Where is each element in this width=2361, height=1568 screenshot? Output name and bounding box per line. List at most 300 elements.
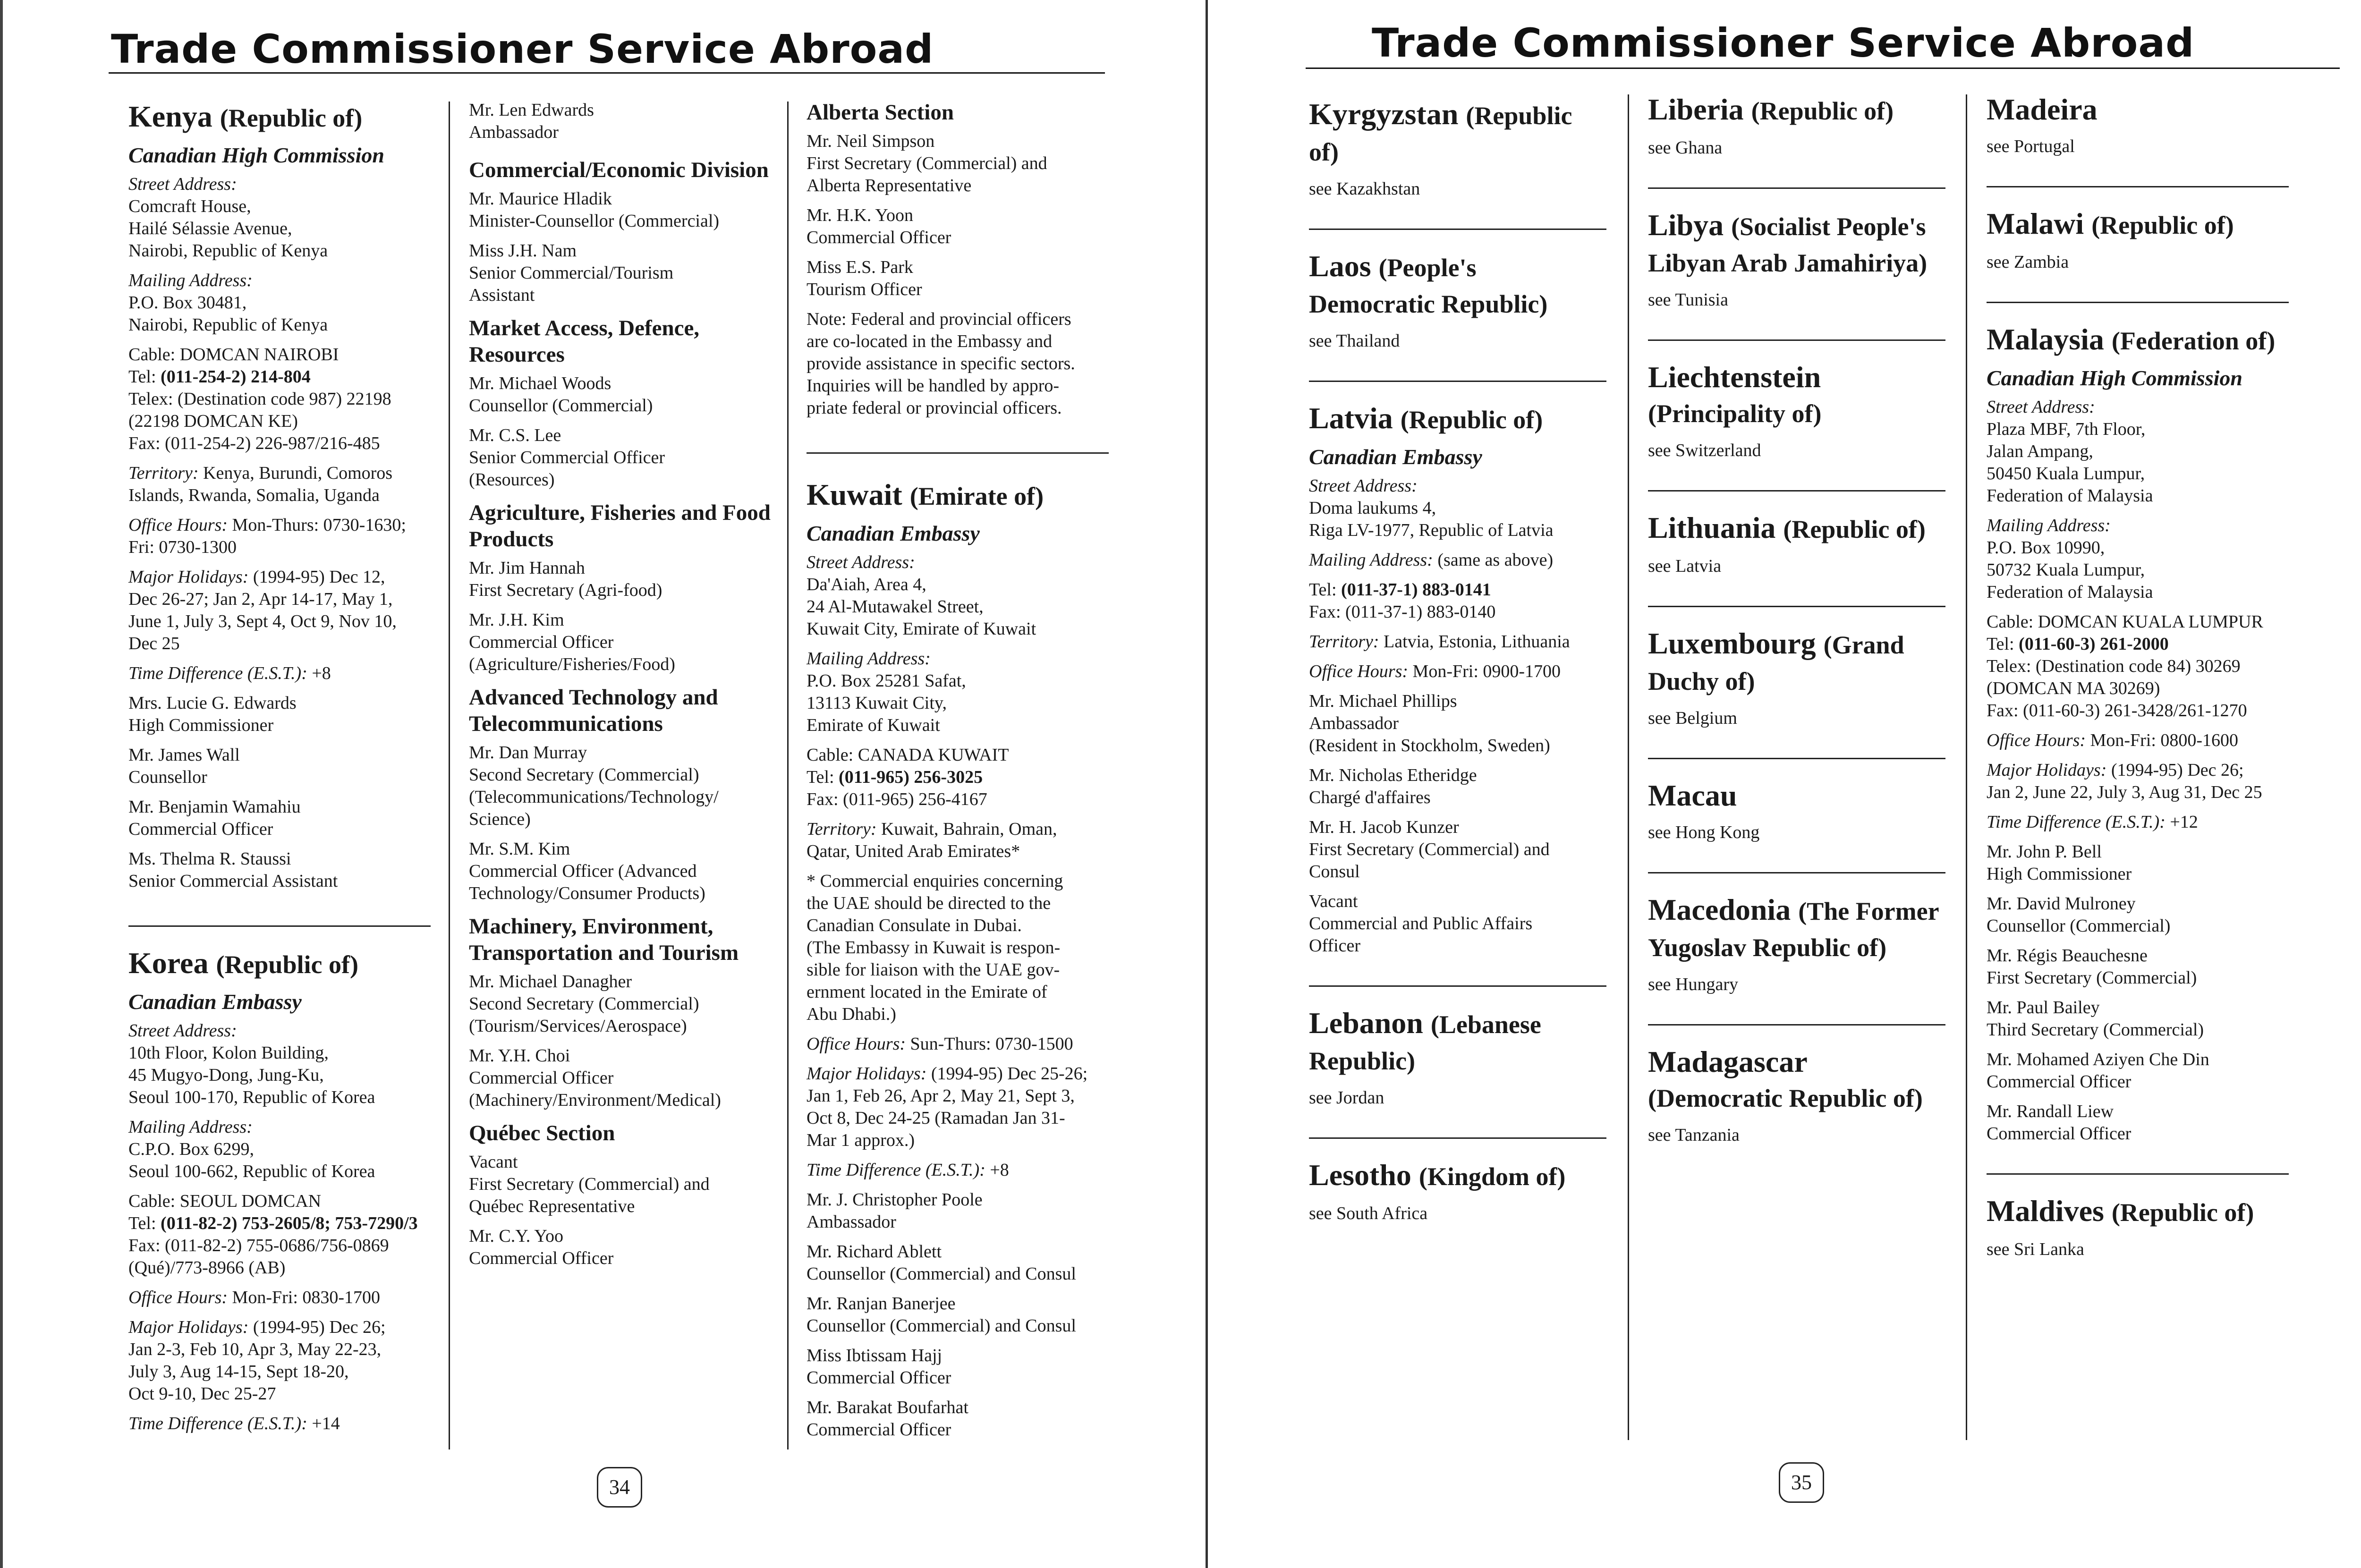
street-address bbox=[1309, 475, 1606, 542]
office-name: Canadian Embassy bbox=[1309, 445, 1482, 469]
staff-entry bbox=[469, 188, 776, 232]
column-1 bbox=[128, 99, 431, 1442]
office-name: Canadian High Commission bbox=[1987, 366, 2242, 390]
book-gutter bbox=[1206, 0, 1208, 1568]
territory bbox=[128, 462, 431, 507]
country-heading bbox=[1648, 892, 1945, 965]
contact-block bbox=[807, 744, 1109, 811]
footnote-line: * Commercial enquiries concerning bbox=[807, 871, 1063, 891]
column-1 bbox=[1309, 97, 1606, 1232]
section-title: Québec Section bbox=[469, 1121, 615, 1145]
staff-entry bbox=[469, 971, 776, 1037]
office-hours-value: Mon-Fri: 0900-1700 bbox=[1412, 661, 1561, 681]
country-qualifier: (Lebanese Republic) bbox=[1309, 1010, 1541, 1075]
staff-name: Ms. Thelma R. Staussi bbox=[128, 849, 291, 869]
staff-title: High Commissioner bbox=[128, 715, 274, 735]
country-name: Macedonia bbox=[1648, 893, 1791, 926]
major-holidays-value: Oct 8, Dec 24-25 (Ramadan Jan 31- bbox=[807, 1108, 1065, 1128]
section-divider bbox=[1648, 187, 1945, 189]
staff-name: Mr. John P. Bell bbox=[1987, 842, 2102, 862]
street-address bbox=[1987, 396, 2289, 507]
major-holidays bbox=[128, 1316, 431, 1405]
page-number: 34 bbox=[597, 1467, 642, 1508]
country-heading bbox=[1987, 92, 2289, 127]
major-holidays-value: Dec 25 bbox=[128, 634, 180, 653]
street-address-line: 45 Mugyo-Dong, Jung-Ku, bbox=[128, 1065, 324, 1085]
staff-title: Ambassador bbox=[1309, 713, 1399, 733]
country-qualifier: (Republic of) bbox=[216, 950, 358, 979]
staff-name: Mr. J.H. Kim bbox=[469, 610, 564, 630]
major-holidays-value: Mar 1 approx.) bbox=[807, 1130, 915, 1150]
tel-number: (011-37-1) 883-0141 bbox=[1341, 580, 1491, 600]
staff-title: (Tourism/Services/Aerospace) bbox=[469, 1016, 687, 1036]
staff-entry bbox=[469, 1151, 776, 1218]
time-difference bbox=[128, 1413, 431, 1435]
mailing-address-line: 50732 Kuala Lumpur, bbox=[1987, 560, 2145, 580]
country-qualifier: (Republic of) bbox=[2111, 1198, 2254, 1227]
staff-name: Miss Ibtissam Hajj bbox=[807, 1346, 943, 1365]
major-holidays-value: Oct 9-10, Dec 25-27 bbox=[128, 1384, 276, 1404]
country-heading bbox=[1648, 510, 1945, 547]
fax: Fax: (011-60-3) 261-3428/261-1270 bbox=[1987, 701, 2247, 720]
page-number: 35 bbox=[1779, 1462, 1824, 1503]
country-qualifier: (Emirate of) bbox=[909, 482, 1044, 510]
staff-entry bbox=[807, 1293, 1109, 1337]
major-holidays bbox=[128, 566, 431, 655]
staff-entry bbox=[1309, 816, 1606, 883]
country-heading bbox=[1648, 1044, 1945, 1116]
note-line: are co-located in the Embassy and bbox=[807, 331, 1053, 351]
office-hours bbox=[128, 514, 431, 559]
street-address bbox=[128, 1020, 431, 1109]
contact-block bbox=[1987, 611, 2289, 722]
note-line: provide assistance in specific sectors. bbox=[807, 354, 1075, 373]
footnote-line: the UAE should be directed to the bbox=[807, 893, 1051, 913]
see-reference: see Sri Lanka bbox=[1987, 1239, 2084, 1259]
telephone bbox=[1309, 579, 1606, 601]
section-divider bbox=[1309, 985, 1606, 987]
country-heading bbox=[1648, 208, 1945, 280]
staff-title: Commercial and Public Affairs bbox=[1309, 914, 1533, 933]
mailing-address-label: Mailing Address: bbox=[128, 271, 253, 290]
office-hours-label: Office Hours: bbox=[1309, 661, 1409, 681]
office-name: Canadian High Commission bbox=[128, 143, 384, 167]
major-holidays bbox=[1987, 759, 2289, 804]
staff-name: Mr. Len Edwards bbox=[469, 100, 594, 120]
staff-name: Mr. Jim Hannah bbox=[469, 558, 585, 578]
footnote-line: ernment located in the Emirate of bbox=[807, 982, 1047, 1002]
see-reference: see Thailand bbox=[1309, 331, 1400, 351]
staff-entry bbox=[469, 240, 776, 306]
country-heading bbox=[1309, 97, 1606, 170]
section-divider bbox=[1648, 606, 1945, 607]
staff-entry bbox=[1987, 1049, 2289, 1093]
column-divider bbox=[787, 102, 789, 1449]
column-3 bbox=[1987, 92, 2289, 1268]
header-rule bbox=[109, 72, 1105, 74]
mailing-address-line: P.O. Box 10990, bbox=[1987, 538, 2105, 558]
time-difference bbox=[128, 662, 431, 685]
country-qualifier: (Principality of) bbox=[1648, 399, 1822, 428]
telephone bbox=[128, 366, 431, 388]
see-reference: see Latvia bbox=[1648, 556, 1722, 576]
staff-title: Minister-Counsellor (Commercial) bbox=[469, 211, 720, 231]
staff-title: Third Secretary (Commercial) bbox=[1987, 1020, 2204, 1040]
territory bbox=[1309, 631, 1606, 653]
staff-title: Technology/Consumer Products) bbox=[469, 883, 705, 903]
country-name: Malawi bbox=[1987, 207, 2084, 240]
section-divider bbox=[1309, 381, 1606, 382]
staff-entry bbox=[807, 1241, 1109, 1285]
major-holidays bbox=[807, 1063, 1109, 1152]
tel-label: Tel: bbox=[1309, 580, 1337, 600]
staff-title: Commercial Officer bbox=[469, 632, 614, 652]
section-divider bbox=[1648, 758, 1945, 759]
time-difference bbox=[807, 1159, 1109, 1181]
country-qualifier: (Socialist People's Libyan Arab Jamahiriya) bbox=[1648, 212, 1928, 277]
street-address-line: Nairobi, Republic of Kenya bbox=[128, 241, 328, 261]
country-name: Macau bbox=[1648, 779, 1737, 812]
tel-label: Tel: bbox=[1987, 634, 2014, 654]
country-name: Lithuania bbox=[1648, 511, 1776, 544]
see-reference: see Kazakhstan bbox=[1309, 179, 1420, 199]
staff-title: High Commissioner bbox=[1987, 864, 2132, 884]
section-title: Advanced Technology and Telecommunications bbox=[469, 685, 718, 736]
country-heading bbox=[1309, 1006, 1606, 1078]
tel-number: (011-254-2) 214-804 bbox=[161, 367, 311, 387]
country-qualifier: (Republic of) bbox=[1751, 97, 1894, 125]
office-hours bbox=[128, 1287, 431, 1309]
staff-title: Senior Commercial Assistant bbox=[128, 871, 338, 891]
staff-name: Vacant bbox=[469, 1152, 518, 1172]
page-35 bbox=[1209, 0, 2361, 1568]
staff-entry bbox=[469, 838, 776, 905]
territory-value: Latvia, Estonia, Lithuania bbox=[1384, 632, 1570, 652]
street-address-line: Federation of Malaysia bbox=[1987, 486, 2153, 506]
section-title: Agriculture, Fisheries and Food Products bbox=[469, 500, 771, 551]
header-rule bbox=[1306, 68, 2340, 69]
time-difference-label: Time Difference (E.S.T.): bbox=[1987, 812, 2166, 832]
staff-title: Ambassador bbox=[469, 122, 559, 142]
telex: Telex: (Destination code 84) 30269 bbox=[1987, 656, 2241, 676]
staff-title: Senior Commercial/Tourism bbox=[469, 263, 674, 283]
territory-label: Territory: bbox=[807, 819, 877, 839]
staff-title: Counsellor (Commercial) and Consul bbox=[807, 1264, 1076, 1284]
time-difference-value: +8 bbox=[990, 1160, 1009, 1180]
staff-name: Mr. Barakat Boufarhat bbox=[807, 1398, 968, 1417]
cable: Cable: SEOUL DOMCAN bbox=[128, 1191, 322, 1211]
country-name: Latvia bbox=[1309, 401, 1393, 435]
country-qualifier: (Republic of) bbox=[220, 104, 363, 132]
street-address-line: Jalan Ampang, bbox=[1987, 441, 2093, 461]
column-2 bbox=[469, 99, 776, 1277]
column-divider bbox=[1628, 94, 1629, 1440]
page-header: Trade Commissioner Service Abroad bbox=[111, 26, 934, 72]
country-qualifier: (Grand Duchy of) bbox=[1648, 631, 1904, 695]
staff-entry bbox=[1987, 893, 2289, 937]
staff-title: (Resident in Stockholm, Sweden) bbox=[1309, 736, 1550, 755]
page-header: Trade Commissioner Service Abroad bbox=[1372, 20, 2195, 66]
office-hours bbox=[807, 1033, 1109, 1055]
section-divider bbox=[1648, 339, 1945, 341]
tel-number: (011-60-3) 261-2000 bbox=[2019, 634, 2169, 654]
time-difference-label: Time Difference (E.S.T.): bbox=[128, 663, 307, 683]
staff-name: Miss E.S. Park bbox=[807, 257, 913, 277]
section-divider bbox=[807, 452, 1109, 454]
street-address-line: Plaza MBF, 7th Floor, bbox=[1987, 419, 2146, 439]
section-divider bbox=[128, 925, 431, 927]
mailing-address-line: Seoul 100-662, Republic of Korea bbox=[128, 1161, 375, 1181]
country-heading-korea bbox=[128, 946, 431, 982]
staff-title: (Resources) bbox=[469, 470, 555, 490]
street-address-label: Street Address: bbox=[128, 1021, 237, 1041]
country-qualifier: (Democratic Republic of) bbox=[1648, 1084, 1923, 1112]
street-address-line: Da'Aiah, Area 4, bbox=[807, 575, 926, 594]
country-heading bbox=[1987, 206, 2289, 243]
see-reference: see Belgium bbox=[1648, 708, 1737, 728]
major-holidays-value: (1994-95) Dec 12, bbox=[253, 567, 385, 587]
staff-title: Officer bbox=[1309, 936, 1361, 956]
note-line: priate federal or provincial officers. bbox=[807, 398, 1062, 418]
staff-name: Mr. Richard Ablett bbox=[807, 1242, 942, 1262]
staff-title: Commercial Officer bbox=[807, 1368, 951, 1388]
major-holidays-label: Major Holidays: bbox=[1987, 760, 2107, 780]
staff-title: Counsellor bbox=[128, 767, 207, 787]
territory bbox=[807, 818, 1109, 863]
staff-entry bbox=[469, 609, 776, 676]
see-reference: see Switzerland bbox=[1648, 441, 1761, 460]
staff-title: Counsellor (Commercial) and Consul bbox=[807, 1316, 1076, 1336]
country-name: Kuwait bbox=[807, 478, 902, 511]
office-hours-value: Sun-Thurs: 0730-1500 bbox=[910, 1034, 1073, 1054]
staff-title: Counsellor (Commercial) bbox=[1987, 916, 2171, 936]
country-name: Lesotho bbox=[1309, 1158, 1411, 1192]
mailing-address-line: C.P.O. Box 6299, bbox=[128, 1139, 255, 1159]
street-address-label: Street Address: bbox=[1309, 476, 1418, 496]
staff-title: Commercial Officer bbox=[1987, 1072, 2132, 1092]
major-holidays-value: Jan 2, June 22, July 3, Aug 31, Dec 25 bbox=[1987, 782, 2262, 802]
staff-name: Mr. J. Christopher Poole bbox=[807, 1190, 983, 1210]
staff-title: Alberta Representative bbox=[807, 176, 972, 195]
staff-entry bbox=[807, 130, 1109, 197]
staff-entry bbox=[128, 796, 431, 840]
office-name: Canadian Embassy bbox=[807, 521, 980, 545]
section-divider bbox=[1648, 872, 1945, 873]
staff-name: Mr. C.Y. Yoo bbox=[469, 1226, 563, 1246]
staff-name: Mr. H. Jacob Kunzer bbox=[1309, 817, 1459, 837]
office-hours-value: Mon-Fri: 0800-1600 bbox=[2090, 730, 2239, 750]
mailing-address-label: Mailing Address: bbox=[1987, 516, 2111, 535]
mailing-address-line: P.O. Box 25281 Safat, bbox=[807, 671, 966, 691]
staff-title: Commercial Officer bbox=[807, 228, 951, 247]
staff-name: Mr. Y.H. Choi bbox=[469, 1046, 570, 1066]
street-address-label: Street Address: bbox=[1987, 397, 2095, 417]
staff-title: Commercial Officer bbox=[469, 1248, 614, 1268]
contact-block bbox=[128, 344, 431, 455]
column-2 bbox=[1648, 92, 1945, 1154]
country-heading bbox=[1309, 1158, 1606, 1194]
staff-name: Mr. James Wall bbox=[128, 745, 240, 765]
major-holidays-label: Major Holidays: bbox=[128, 567, 249, 587]
country-name: Madagascar bbox=[1648, 1045, 1807, 1078]
staff-entry bbox=[1987, 1101, 2289, 1145]
major-holidays-value: (1994-95) Dec 26; bbox=[253, 1317, 386, 1337]
territory-value: Kuwait, Bahrain, Oman, bbox=[881, 819, 1057, 839]
country-heading bbox=[1648, 626, 1945, 699]
time-difference-label: Time Difference (E.S.T.): bbox=[807, 1160, 985, 1180]
major-holidays-value: June 1, July 3, Sept 4, Oct 9, Nov 10, bbox=[128, 611, 397, 631]
mailing-address-label: Mailing Address: bbox=[807, 649, 931, 669]
country-qualifier: (Federation of) bbox=[2111, 327, 2276, 355]
staff-title: First Secretary (Commercial) and bbox=[469, 1174, 710, 1194]
country-name: Luxembourg bbox=[1648, 627, 1816, 660]
tel-label: Tel: bbox=[807, 767, 834, 787]
staff-name: Miss J.H. Nam bbox=[469, 241, 577, 261]
staff-entry bbox=[128, 744, 431, 788]
cable: Cable: CANADA KUWAIT bbox=[807, 745, 1009, 765]
territory-value: Islands, Rwanda, Somalia, Uganda bbox=[128, 485, 380, 505]
staff-name: Mr. Michael Danagher bbox=[469, 972, 632, 992]
footnote bbox=[807, 870, 1109, 1026]
major-holidays-value: July 3, Aug 14-15, Sept 18-20, bbox=[128, 1362, 349, 1382]
staff-name: Mr. Maurice Hladik bbox=[469, 189, 612, 209]
territory-label: Territory: bbox=[1309, 632, 1379, 652]
staff-title: Commercial Officer (Advanced bbox=[469, 861, 697, 881]
street-address-line: Comcraft House, bbox=[128, 196, 251, 216]
staff-title: Commercial Officer bbox=[1987, 1124, 2132, 1144]
column-divider bbox=[449, 102, 450, 1449]
footnote-line: Canadian Consulate in Dubai. bbox=[807, 915, 1022, 935]
column-3 bbox=[807, 99, 1109, 1449]
telephone bbox=[128, 1212, 431, 1235]
section-divider bbox=[1987, 186, 2289, 187]
country-name: Liberia bbox=[1648, 93, 1744, 126]
office-hours-label: Office Hours: bbox=[807, 1034, 906, 1054]
staff-title: Senior Commercial Officer bbox=[469, 448, 665, 467]
time-difference-value: +14 bbox=[312, 1414, 340, 1433]
street-address-label: Street Address: bbox=[128, 174, 237, 194]
major-holidays-value: Jan 1, Feb 26, Apr 2, May 21, Sept 3, bbox=[807, 1086, 1075, 1106]
tel-label: Tel: bbox=[128, 1213, 156, 1233]
staff-title: (Machinery/Environment/Medical) bbox=[469, 1090, 721, 1110]
see-reference: see Jordan bbox=[1309, 1088, 1384, 1108]
territory-value: Qatar, United Arab Emirates* bbox=[807, 841, 1020, 861]
see-reference: see Tanzania bbox=[1648, 1125, 1740, 1145]
country-name: Kyrgyzstan bbox=[1309, 97, 1459, 131]
footnote-line: Abu Dhabi.) bbox=[807, 1004, 896, 1024]
staff-entry bbox=[469, 557, 776, 602]
staff-title: Chargé d'affaires bbox=[1309, 788, 1431, 807]
country-heading-malaysia bbox=[1987, 322, 2289, 358]
section-divider bbox=[1987, 1173, 2289, 1175]
staff-entry bbox=[469, 99, 776, 144]
country-name: Lebanon bbox=[1309, 1006, 1423, 1040]
staff-name: Mr. Régis Beauchesne bbox=[1987, 946, 2148, 966]
staff-entry bbox=[1987, 997, 2289, 1041]
section-divider bbox=[1987, 302, 2289, 303]
telex: (22198 DOMCAN KE) bbox=[128, 411, 298, 431]
staff-name: Mr. Randall Liew bbox=[1987, 1102, 2114, 1121]
staff-title: Commercial Officer bbox=[807, 1420, 951, 1440]
note-line: Note: Federal and provincial officers bbox=[807, 309, 1071, 329]
country-heading-latvia bbox=[1309, 401, 1606, 437]
staff-entry bbox=[469, 424, 776, 491]
street-address-line: Kuwait City, Emirate of Kuwait bbox=[807, 619, 1036, 639]
office-hours-label: Office Hours: bbox=[128, 515, 228, 535]
staff-title: First Secretary (Commercial) and bbox=[807, 153, 1047, 173]
staff-name: Mr. Michael Woods bbox=[469, 373, 611, 393]
see-reference: see Zambia bbox=[1987, 252, 2069, 272]
street-address-line: Riga LV-1977, Republic of Latvia bbox=[1309, 520, 1554, 540]
country-name: Maldives bbox=[1987, 1194, 2104, 1228]
office-hours bbox=[1309, 661, 1606, 683]
mailing-address bbox=[1987, 515, 2289, 603]
country-qualifier: (Republic of) bbox=[2091, 211, 2234, 239]
staff-title: Second Secretary (Commercial) bbox=[469, 994, 699, 1014]
mailing-address bbox=[128, 1116, 431, 1183]
staff-entry bbox=[807, 204, 1109, 249]
staff-title: Commercial Officer bbox=[128, 819, 273, 839]
staff-name: Vacant bbox=[1309, 891, 1358, 911]
country-qualifier: (Republic of) bbox=[1400, 406, 1543, 434]
country-qualifier: (People's Democratic Republic) bbox=[1309, 254, 1548, 318]
staff-name: Mr. S.M. Kim bbox=[469, 839, 570, 859]
office-name: Canadian Embassy bbox=[128, 990, 302, 1014]
time-difference-value: +12 bbox=[2170, 812, 2198, 832]
fax: Fax: (011-82-2) 755-0686/756-0869 bbox=[128, 1236, 389, 1255]
mailing-address-label: Mailing Address: bbox=[1309, 550, 1433, 570]
staff-name: Mr. Ranjan Banerjee bbox=[807, 1294, 956, 1314]
fax: (Qué)/773-8966 (AB) bbox=[128, 1258, 286, 1278]
staff-title: Tourism Officer bbox=[807, 280, 922, 299]
staff-name: Mr. Neil Simpson bbox=[807, 131, 935, 151]
country-name: Libya bbox=[1648, 208, 1724, 242]
telex: (DOMCAN MA 30269) bbox=[1987, 678, 2160, 698]
staff-name: Mr. Michael Phillips bbox=[1309, 691, 1457, 711]
country-heading bbox=[1648, 778, 1945, 813]
street-address-line: Seoul 100-170, Republic of Korea bbox=[128, 1087, 375, 1107]
see-reference: see South Africa bbox=[1309, 1204, 1428, 1223]
staff-entry bbox=[807, 256, 1109, 301]
staff-title: Counsellor (Commercial) bbox=[469, 396, 653, 415]
telex: Telex: (Destination code 987) 22198 bbox=[128, 389, 391, 409]
note-line: Inquiries will be handled by appro- bbox=[807, 376, 1060, 396]
time-difference-label: Time Difference (E.S.T.): bbox=[128, 1414, 307, 1433]
street-address bbox=[128, 173, 431, 262]
country-qualifier: (Kingdom of) bbox=[1418, 1162, 1566, 1191]
major-holidays-value: (1994-95) Dec 26; bbox=[2111, 760, 2244, 780]
section-divider bbox=[1309, 229, 1606, 230]
staff-name: Mr. Nicholas Etheridge bbox=[1309, 765, 1477, 785]
mailing-address bbox=[807, 648, 1109, 737]
staff-title: Consul bbox=[1309, 862, 1360, 881]
staff-entry bbox=[128, 692, 431, 737]
contact-block bbox=[1309, 579, 1606, 623]
street-address-line: 50450 Kuala Lumpur, bbox=[1987, 464, 2145, 483]
staff-title: First Secretary (Commercial) and bbox=[1309, 839, 1550, 859]
major-holidays-value: Jan 2-3, Feb 10, Apr 3, May 22-23, bbox=[128, 1339, 382, 1359]
street-address-line: Hailé Sélassie Avenue, bbox=[128, 219, 292, 238]
staff-entry bbox=[807, 1345, 1109, 1389]
cable: Cable: DOMCAN KUALA LUMPUR bbox=[1987, 612, 2263, 632]
country-name: Malaysia bbox=[1987, 322, 2104, 356]
staff-entry bbox=[128, 848, 431, 892]
contact-block bbox=[128, 1190, 431, 1279]
country-qualifier: (Republic of) bbox=[1783, 515, 1926, 543]
staff-name: Mr. Benjamin Wamahiu bbox=[128, 797, 301, 817]
staff-name: Mr. C.S. Lee bbox=[469, 425, 561, 445]
territory-value: Kenya, Burundi, Comoros bbox=[203, 463, 393, 483]
